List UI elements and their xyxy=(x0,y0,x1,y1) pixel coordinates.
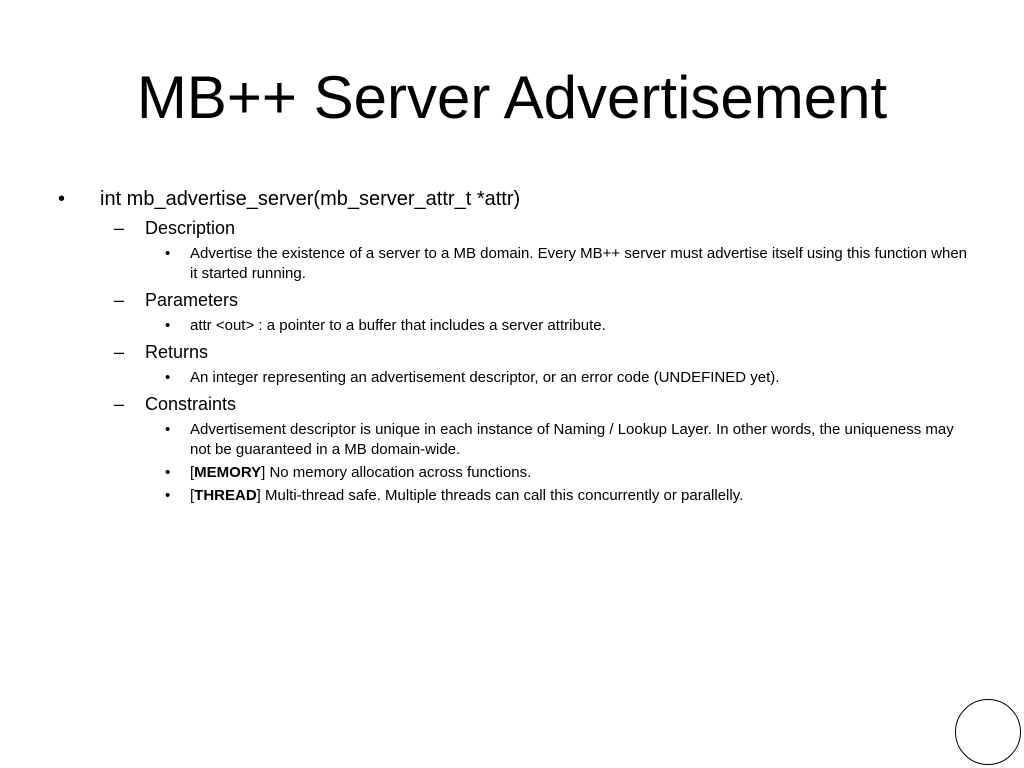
section-heading-constraints: Constraints xyxy=(145,394,237,414)
dash-marker: – xyxy=(114,218,125,238)
memory-text: ] No memory allocation across functions. xyxy=(261,464,532,481)
dash-marker: – xyxy=(114,394,125,414)
circle-icon xyxy=(955,699,1021,765)
section-heading-description: Description xyxy=(145,218,236,238)
slide-content xyxy=(58,186,978,509)
bullet-marker: • xyxy=(165,421,171,438)
section-heading-returns: Returns xyxy=(145,342,209,362)
returns-item xyxy=(165,368,978,388)
bullet-marker: • xyxy=(165,487,171,504)
bullet-marker: • xyxy=(165,317,171,334)
thread-bracket: [ xyxy=(190,487,195,504)
parameters-text: attr <out> : a pointer to a buffer that includes a server attribute. xyxy=(190,317,606,334)
section-constraints xyxy=(114,392,978,416)
returns-text: An integer representing an advertisement descriptor, or an error code (UNDEFINED yet). xyxy=(190,369,780,386)
dash-marker: – xyxy=(114,342,125,362)
description-text: Advertise the existence of a server to a MB domain. Every MB++ server must advertise itself using this function when it started running. xyxy=(190,245,968,282)
memory-tag: MEMORY xyxy=(194,464,262,481)
bullet-marker: • xyxy=(165,464,171,481)
description-item xyxy=(165,244,978,284)
bullet-marker: • xyxy=(58,188,66,210)
bullet-marker: • xyxy=(165,369,171,386)
bullet-marker: • xyxy=(165,245,171,262)
thread-text: ] Multi-thread safe. Multiple threads can call this concurrently or parallelly. xyxy=(256,487,744,504)
slide-title: MB++ Server Advertisement xyxy=(136,64,888,131)
section-returns xyxy=(114,340,978,364)
constraints-text: Advertisement descriptor is unique in each instance of Naming / Lookup Layer. In other words, the uniqueness may not be guaranteed in a MB domain-wide. xyxy=(190,421,954,458)
parameters-item xyxy=(165,316,978,336)
bullet-signature xyxy=(58,186,978,212)
thread-constraint xyxy=(190,486,970,506)
memory-bracket: [ xyxy=(190,464,195,481)
thread-tag: THREAD xyxy=(194,487,257,504)
section-heading-parameters: Parameters xyxy=(145,290,239,310)
memory-constraint xyxy=(190,463,970,483)
section-parameters xyxy=(114,288,978,312)
function-signature: int mb_advertise_server(mb_server_attr_t *attr) xyxy=(100,188,521,210)
constraints-item xyxy=(165,420,978,460)
constraints-memory-item xyxy=(165,463,978,483)
section-description xyxy=(114,216,978,240)
constraints-thread-item xyxy=(165,486,978,506)
dash-marker: – xyxy=(114,290,125,310)
